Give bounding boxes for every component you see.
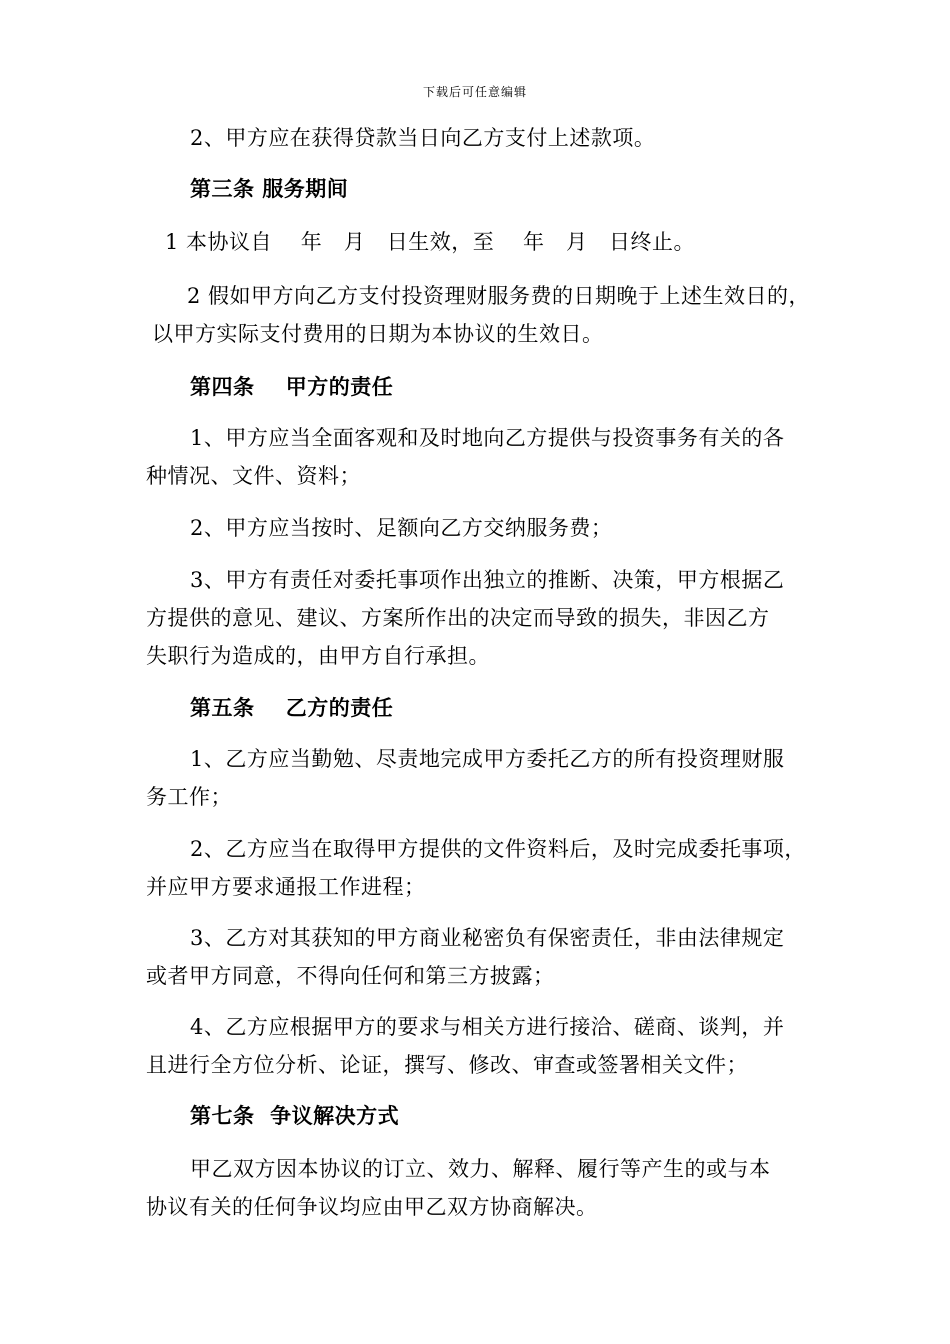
paragraph-line: 且进行全方位分析、论证，撰写、修改、审查或签署相关文件； — [146, 1053, 748, 1077]
paragraph-line: 以甲方实际支付费用的日期为本协议的生效日。 — [152, 322, 604, 346]
page-header: 下载后可任意编辑 — [422, 85, 527, 99]
paragraph-line: 或者甲方同意，不得向任何和第三方披露； — [146, 964, 555, 988]
paragraph-line: 3、甲方有责任对委托事项作出独立的推断、决策，甲方根据乙 — [190, 568, 785, 592]
paragraph-line: 1、甲方应当全面客观和及时地向乙方提供与投资事务有关的各 — [190, 426, 785, 450]
paragraph-line: 并应甲方要求通报工作进程； — [146, 875, 426, 899]
section-heading: 第三条 服务期间 — [190, 177, 349, 201]
paragraph-line: 1、乙方应当勤勉、尽责地完成甲方委托乙方的所有投资理财服 — [190, 747, 785, 771]
paragraph-line: 2、乙方应当在取得甲方提供的文件资料后，及时完成委托事项， — [190, 837, 806, 861]
paragraph-line: 1 本协议自 年 月 日生效，至 年 月 日终止。 — [165, 230, 696, 254]
paragraph-line: 务工作； — [146, 785, 232, 809]
paragraph-line: 协议有关的任何争议均应由甲乙双方协商解决。 — [146, 1195, 598, 1219]
paragraph-line: 失职行为造成的，由甲方自行承担。 — [146, 644, 490, 668]
paragraph-line: 方提供的意见、建议、方案所作出的决定而导致的损失，非因乙方 — [146, 606, 770, 630]
paragraph-line: 3、乙方对其获知的甲方商业秘密负有保密责任，非由法律规定 — [190, 926, 785, 950]
paragraph-line: 种情况、文件、资料； — [146, 464, 361, 488]
paragraph-line: 2、甲方应在获得贷款当日向乙方支付上述款项。 — [190, 126, 656, 150]
paragraph-line: 4、乙方应根据甲方的要求与相关方进行接洽、磋商、谈判，并 — [190, 1015, 785, 1039]
paragraph-line: 甲乙双方因本协议的订立、效力、解释、履行等产生的或与本 — [190, 1157, 771, 1181]
section-heading: 第七条 争议解决方式 — [190, 1104, 400, 1128]
paragraph-line: 2 假如甲方向乙方支付投资理财服务费的日期晚于上述生效日的， — [187, 284, 811, 308]
section-heading: 第五条 乙方的责任 — [190, 696, 394, 720]
paragraph-line: 2、甲方应当按时、足额向乙方交纳服务费； — [190, 516, 613, 540]
section-heading: 第四条 甲方的责任 — [190, 375, 394, 399]
